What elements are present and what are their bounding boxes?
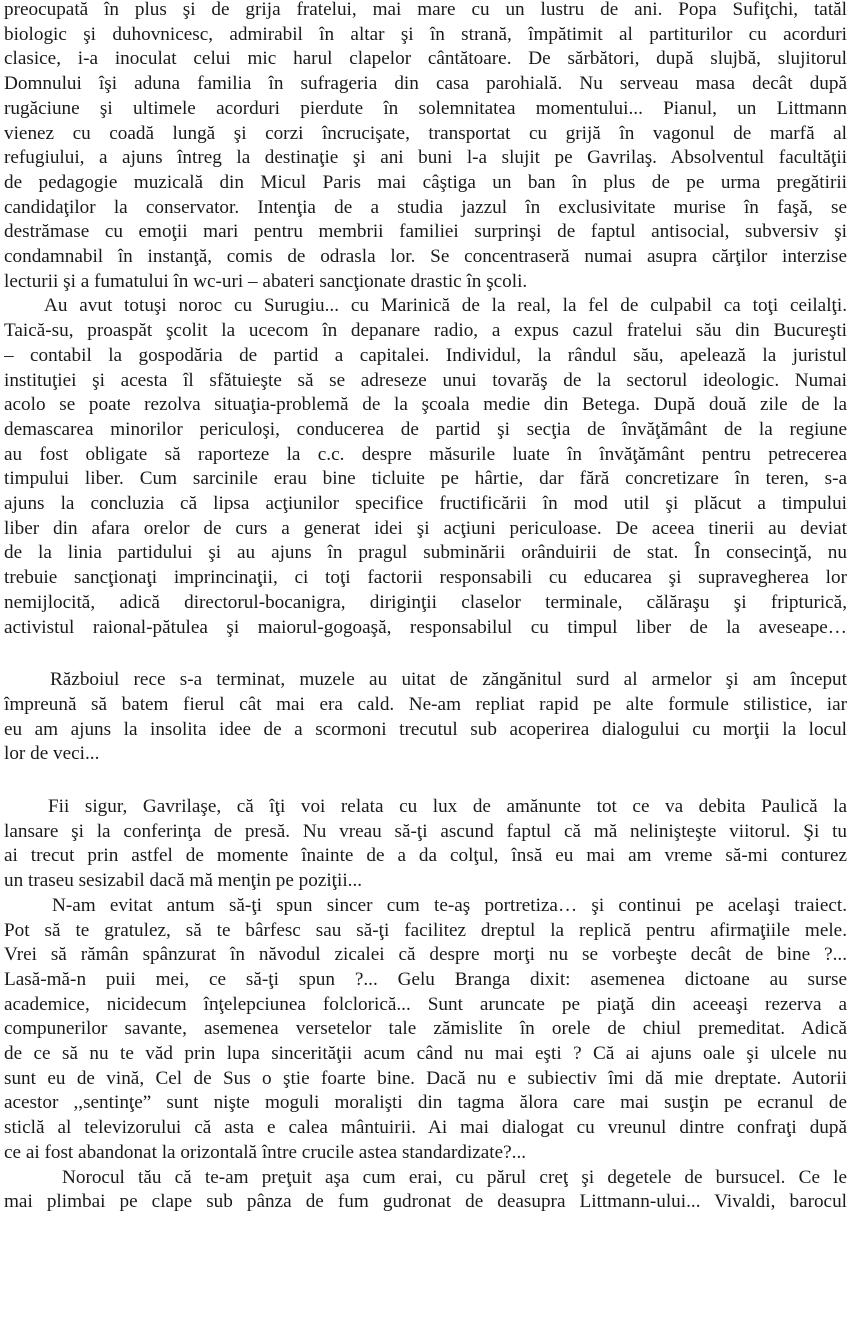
text-line: lecturii şi a fumatului în wc-uri – abateri sancţionate drastic în şcoli. bbox=[4, 270, 528, 292]
text-line: un traseu sesizabil dacă mă menţin pe poziţii... bbox=[4, 870, 363, 892]
text-line: clasice, i-a inoculat celui mic harul clapelor cântătoare. De sărbători, după slujbă, slujitorul bbox=[4, 48, 847, 70]
text-line: de ce să nu te văd prin lupa sincerităţii acum când nu mai eşti ? Că ai ajuns oale şi ulcele nu bbox=[4, 1043, 847, 1064]
text-line: de la linia partidului şi au ajuns în pragul subminării orânduirii de stat. În consecinţă, nu bbox=[4, 542, 847, 564]
text-line: eu am ajuns la insolita idee de a scormoni trecutul sub acoperirea dialogului cu morţii la locul bbox=[4, 718, 847, 740]
text-line: compunerilor savante, asemenea versetelor tale zămislite în orele de chiul premeditat. Adică bbox=[4, 1018, 847, 1040]
text-line: destrămase cu emoţii mari pentru membrii familiei surprinşi de faptul antisocial, subversiv şi bbox=[4, 221, 847, 243]
text-line: trebuie sancţionaţi imprincinaţii, ci toţi factorii responsabili cu educarea şi supravegherea lor bbox=[4, 567, 847, 589]
text-line: ce ai fost abandonat la orizontală între crucile astea standardizate?... bbox=[4, 1141, 527, 1163]
text-line: lor de veci... bbox=[4, 743, 100, 765]
text-line: liber din afara orelor de curs a generat idei şi acţiuni periculoase. De aceea tinerii au deviat bbox=[4, 517, 847, 539]
text-line: Au avut totuşi noroc cu Surugiu... cu Marinică de la real, la fel de culpabil ca toţi ceilalţi. bbox=[44, 295, 847, 317]
text-line: demascarea minorilor periculoşi, conducerea de partid şi secţia de învăţământ de la regiune bbox=[4, 418, 847, 440]
text-line: lansare şi la conferinţa de presă. Nu vreau să-ţi ascund faptul că mă nelinişteşte viitorul. Şi tu bbox=[4, 820, 847, 842]
text-line: Taică-su, proaspăt şcolit la ucecom în depanare radio, a expus cazul fratelui său din Bucureşti bbox=[4, 320, 847, 342]
text-line: vienez cu coadă lungă şi corzi încrucişate, transportat cu grijă în vagonul de marfă al bbox=[4, 122, 847, 144]
text-line: Lasă-mă-n puii mei, ce să-ţi spun ?... Gelu Branga dixit: asemenea dictoane au surse bbox=[4, 968, 847, 990]
text-line: mai plimbai pe clape sub pânza de fum gudronat de deasupra Littmann-ului... Vivaldi, barocul bbox=[4, 1191, 847, 1213]
document-page bbox=[4, 0, 847, 1326]
text-line: împreună să batem fierul cât mai era cald. Ne-am repliat rapid pe alte formule stilistice, iar bbox=[4, 693, 847, 715]
text-line: sticlă al televizorului că asta e calea mântuirii. Ai mai dialogat cu vreunul dintre confraţi după bbox=[4, 1117, 847, 1139]
text-line: Pot să te gratulez, să te bârfesc sau să-ţi facilitez dreptul la replică pentru afirmaţiile mele. bbox=[4, 919, 847, 941]
text-line: acolo se poate rezolva situaţia-problemă de la şcoala medie din Betega. După două zile de la bbox=[4, 394, 847, 416]
text-line: Vrei să rămân spânzurat în năvodul zicalei că despre morţi nu se vorbeşte decât de bine ?... bbox=[4, 944, 847, 966]
text-line: activistul raional-pătulea şi maiorul-gogoaşă, responsabilul cu timpul liber de la aveseape… bbox=[4, 616, 847, 638]
text-line: academice, nicidecum înţelepciunea folclorică... Sunt aruncate pe piaţă din aceeaşi rezerva a bbox=[4, 993, 847, 1015]
text-line: sunt eu de vină, Cel de Sus o ştie foarte bine. Dacă nu e subiectiv îmi dă mie dreptate. Autorii bbox=[4, 1067, 847, 1089]
text-line: timpului liber. Cum sarcinile erau bine ticluite pe hârtie, dar fără concretizare în teren, s-a bbox=[4, 468, 847, 490]
text-line: Fii sigur, Gavrilaşe, că îţi voi relata cu lux de amănunte tot ce va debita Paulică la bbox=[48, 796, 847, 817]
text-line: nemijlocită, adică directorul-bocanigra, diriginţii claselor terminale, călăraşu şi fripturică, bbox=[4, 591, 847, 613]
text-line: rugăciune şi ultimele acorduri pierdute în solemnitatea momentului... Pianul, un Littmann bbox=[4, 97, 847, 119]
text-line: au fost obligate să raporteze la c.c. despre măsurile luate în învăţământ pentru petrecerea bbox=[4, 443, 847, 465]
text-line: condamnabil în instanţă, comis de odrasla lor. Se concentraseră numai asupra cărţilor interzise bbox=[4, 246, 847, 267]
text-line: preocupată în plus şi de grija fratelui, mai mare cu un lustru de ani. Popa Sufiţchi, tatăl bbox=[4, 0, 847, 20]
text-line: Norocul tău că te-am preţuit aşa cum erai, cu părul creţ şi degetele de bursucel. Ce le bbox=[62, 1166, 847, 1188]
text-line: Războiul rece s-a terminat, muzele au uitat de zăngănitul surd al armelor şi am început bbox=[50, 669, 847, 691]
text-line: instituţiei şi acesta îl sfătuieşte să se adreseze unui tovarăş de la sectorul ideologic. Numai bbox=[4, 369, 847, 391]
text-line: refugiului, a ajuns întreg la destinaţie şi ani buni l-a slujit pe Gavrilaş. Absolventul facultăţii bbox=[4, 147, 847, 169]
text-line: candidaţilor la conservator. Intenţia de a studia jazzul în exclusivitate murise în faşă, se bbox=[4, 196, 847, 218]
text-line: ajuns la concluzia că lipsa acţiunilor specifice fructificării în mod util şi plăcut a timpului bbox=[4, 493, 847, 514]
text-line: Domnului îşi aduna familia în sufrageria din casa parohială. Nu serveau masa decât după bbox=[4, 73, 847, 95]
text-line: de pedagogie muzicală din Micul Paris mai câştiga un ban în plus de pe urma pregătirii bbox=[4, 171, 847, 193]
text-line: ai trecut prin astfel de momente înainte de a da colţul, însă eu mai am vreme să-mi conturez bbox=[4, 845, 847, 867]
text-line: biologic şi duhovnicesc, admirabil în altar şi în strană, împătimit al partiturilor cu acorduri bbox=[4, 23, 847, 45]
text-line: – contabil la gospodăria de partid a capitalei. Individul, la rândul său, apelează la juristul bbox=[4, 344, 847, 366]
text-line: acestor ,,sentinţe” sunt nişte moguli moralişti din tagma ălora care mai susţin pe ecranul de bbox=[4, 1092, 847, 1114]
text-line: N-am evitat antum să-ţi spun sincer cum te-aş portretiza… şi continui pe acelaşi traiect. bbox=[52, 894, 847, 916]
